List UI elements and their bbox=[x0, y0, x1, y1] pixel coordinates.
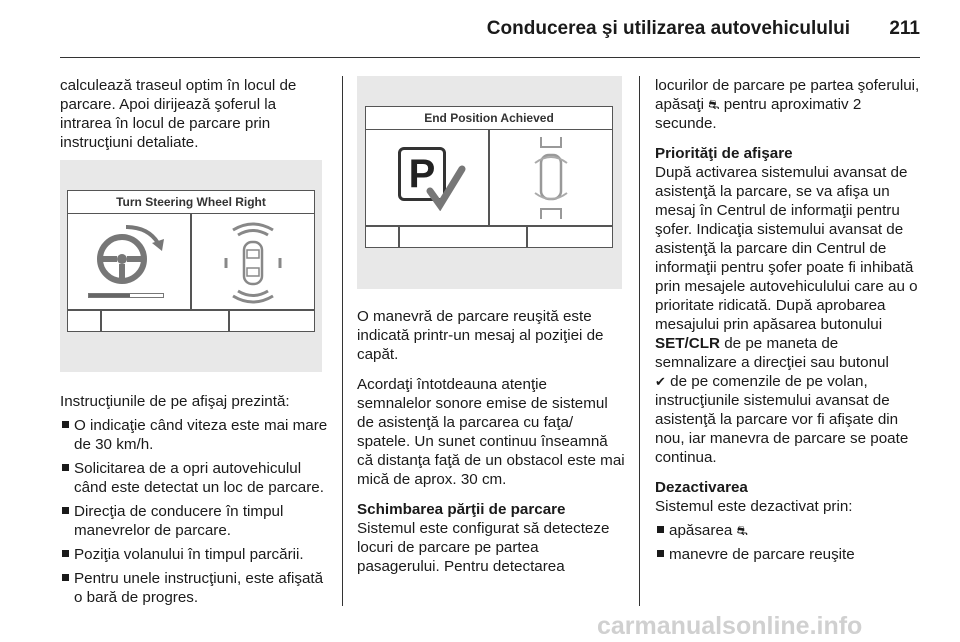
section-heading: Priorităţi de afişare bbox=[655, 145, 793, 162]
list-item: manevre de parcare reuşite bbox=[655, 545, 923, 564]
checkmark-icon bbox=[426, 165, 466, 211]
column-3 bbox=[655, 76, 923, 569]
section-heading: Dezactivarea bbox=[655, 479, 748, 496]
list-item: apăsarea ⛐ bbox=[655, 521, 923, 540]
parking-symbol: P bbox=[398, 147, 446, 201]
parking-assist-button-icon: ⛐ bbox=[708, 97, 720, 112]
progress-bar bbox=[88, 293, 164, 298]
bullet-list bbox=[655, 521, 923, 564]
watermark bbox=[595, 610, 945, 640]
page-number: 211 bbox=[889, 18, 920, 39]
paragraph: Sistemul este configurat să detecteze locuri de parcare pe partea pasagerului. Pentru detectarea bbox=[357, 520, 610, 575]
parking-assist-button-icon: ⛐ bbox=[736, 523, 748, 538]
bullet-list bbox=[60, 416, 328, 607]
paragraph: După activarea sistemului avansat de asistenţă la parcare, se va afişa un mesaj în Centrul de informaţii pentru şofer. Indicaţia sistemului avansat de asistenţă la parcare din Centrul de informaţii pentru şofer poate fi inhibată prin mesajele autovehiculului care au o prioritate ridicată. După aprobarea mesajului prin apăsarea butonului SET/CLR de pe maneta de semnalizare a direcţiei sau butonul ✔ de pe comenzile de pe volan, instrucţiunile sistemului avansat de asistenţă la parcare vor fi afişate din nou, iar manevra de parcare se poate continua. bbox=[655, 164, 918, 466]
column-1 bbox=[60, 76, 328, 612]
car-position-icon bbox=[521, 133, 581, 223]
checkmark-icon: ✔ bbox=[655, 374, 666, 389]
column-divider bbox=[342, 76, 343, 606]
list-intro: Instrucţiunile de pe afişaj prezintă: bbox=[60, 393, 290, 410]
list-item: Direcţia de conducere în timpul manevrelor de parcare. bbox=[60, 502, 328, 540]
section-heading: Schimbarea părţii de parcare bbox=[357, 501, 566, 518]
display-title: End Position Achieved bbox=[366, 107, 612, 130]
paragraph: calculează traseul optim în locul de parcare. Apoi dirijează şoferul la intrarea în locul de parcare prin instrucţiuni detaliate. bbox=[60, 77, 297, 151]
dic-display bbox=[365, 106, 613, 248]
column-divider bbox=[639, 76, 640, 606]
list-item: Pentru unele instrucţiuni, este afişată o bară de progres. bbox=[60, 569, 328, 607]
column-2 bbox=[357, 76, 625, 587]
dic-display bbox=[67, 190, 315, 332]
list-item: Solicitarea de a opri autovehiculul când este detectat un loc de parcare. bbox=[60, 459, 328, 497]
set-clr-label: SET/CLR bbox=[655, 335, 720, 352]
paragraph: Sistemul este dezactivat prin: bbox=[655, 498, 853, 515]
figure-end-position-display bbox=[357, 76, 622, 289]
progress-fill bbox=[89, 294, 130, 297]
steering-wheel-icon bbox=[86, 221, 176, 289]
list-item: Poziţia volanului în timpul parcării. bbox=[60, 545, 328, 564]
svg-text:carmanualsonline.info: carmanualsonline.info bbox=[597, 612, 863, 640]
paragraph: O manevră de parcare reuşită este indicată printr-un mesaj al poziţiei de capăt. bbox=[357, 308, 604, 363]
car-sensor-icon bbox=[218, 218, 288, 308]
figure-steering-display bbox=[60, 160, 322, 372]
paragraph: locurilor de parcare pe partea şoferului, apăsaţi ⛐ pentru aproximativ 2 secunde. bbox=[655, 77, 920, 132]
page-header bbox=[60, 0, 920, 58]
list-item: O indicaţie când viteza este mai mare de 30 km/h. bbox=[60, 416, 328, 454]
page-title: Conducerea şi utilizarea autovehiculului bbox=[486, 18, 850, 39]
paragraph: Acordaţi întotdeauna atenţie semnalelor sonore emise de sistemul de asistenţă la parcarea cu faţa/ spatele. Un sunet continuu înseamnă că distanţa faţă de un obstacol este mai mică de aprox. 30 cm. bbox=[357, 376, 625, 488]
display-title: Turn Steering Wheel Right bbox=[68, 191, 314, 214]
